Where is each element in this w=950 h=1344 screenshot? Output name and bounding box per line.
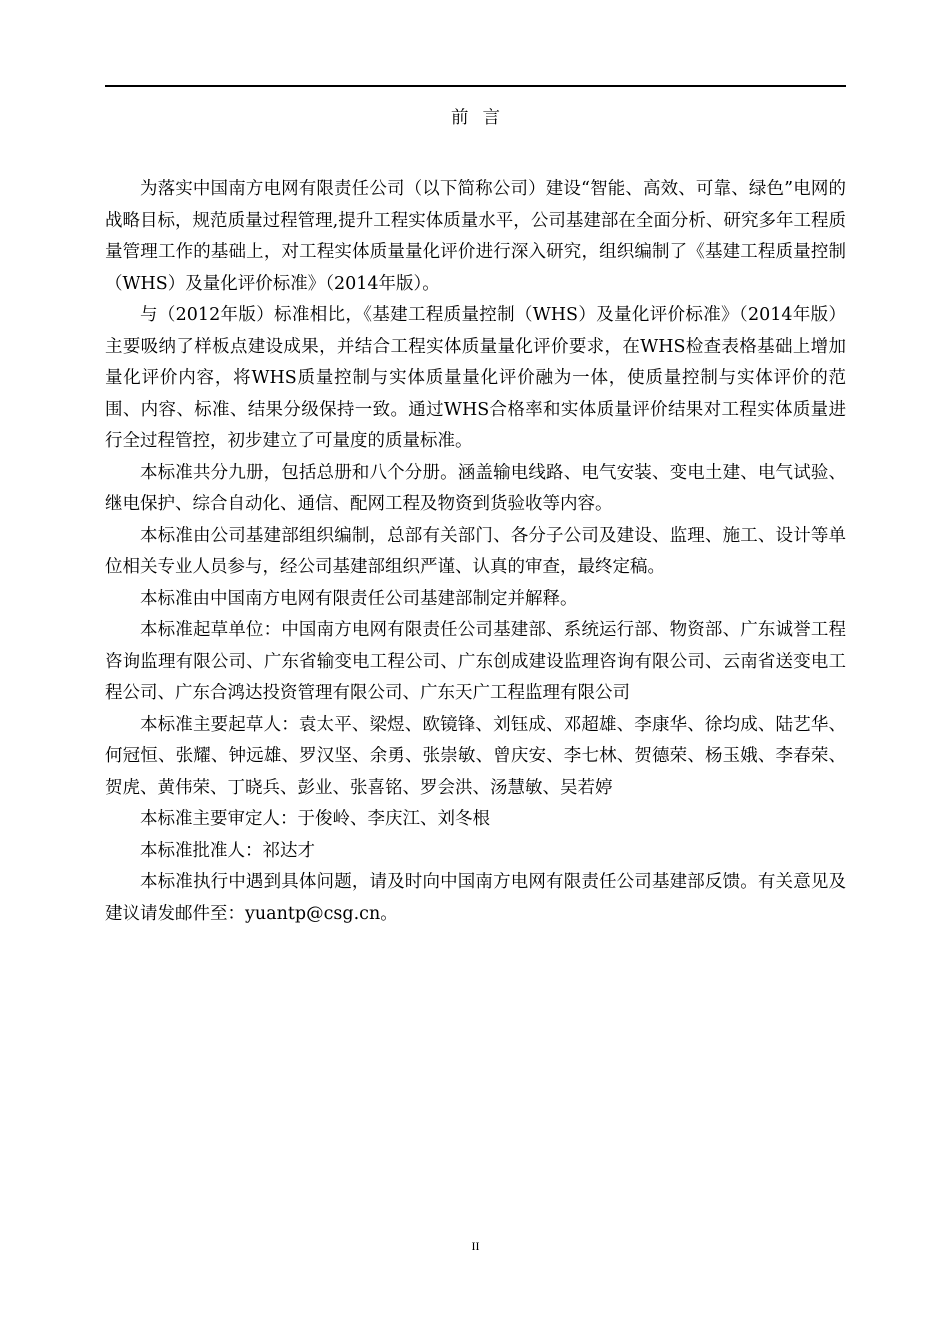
preface-body — [105, 174, 846, 930]
paragraph-compilation: 本标准由公司基建部组织编制，总部有关部门、各分子公司及建设、监理、施工、设计等单位相关专业人员参与，经公司基建部组织严谨、认真的审查，最终定稿。 — [105, 525, 846, 577]
paragraph-interpretation: 本标准由中国南方电网有限责任公司基建部制定并解释。 — [140, 588, 578, 609]
preface-heading: 前言 — [451, 108, 514, 128]
paragraph-drafting-units: 本标准起草单位：中国南方电网有限责任公司基建部、系统运行部、物资部、广东诚誉工程咨询监理有限公司、广东省输变电工程公司、广东创成建设监理咨询有限公司、云南省送变电工程公司、广东合鸿达投资管理有限公司、广东天广工程监理有限公司 — [105, 620, 846, 703]
paragraph-feedback: 本标准执行中遇到具体问题，请及时向中国南方电网有限责任公司基建部反馈。有关意见及建议请发邮件至：yuantp@csg.cn。 — [105, 872, 846, 924]
paragraph-reviewers: 本标准主要审定人：于俊岭、李庆江、刘冬根 — [140, 809, 490, 829]
paragraph-drafters: 本标准主要起草人：袁太平、梁煜、欧镜锋、刘钰成、邓超雄、李康华、徐均成、陆艺华、何冠恒、张耀、钟远雄、罗汉坚、余勇、张崇敏、曾庆安、李七林、贺德荣、杨玉娥、李春荣、贺虎、黄伟荣、丁晓兵、彭业、张喜铭、罗会洪、汤慧敏、吴若婷 — [105, 714, 846, 798]
paragraph-comparison: 与（2012年版）标准相比，《基建工程质量控制（WHS）及量化评价标准》（2014年版）主要吸纳了样板点建设成果，并结合工程实体质量量化评价要求，在WHS检查表格基础上增加量化评价内容，将WHS质量控制与实体质量量化评价融为一体，使质量控制与实体评价的范围、内容、标准、结果分级保持一致。通过WHS合格率和实体质量评价结果对工程实体质量进行全过程管控，初步建立了可量度的质量标准。 — [105, 305, 846, 451]
paragraph-purpose: 为落实中国南方电网有限责任公司（以下简称公司）建设“智能、高效、可靠、绿色”电网的战略目标，规范质量过程管理,提升工程实体质量水平，公司基建部在全面分析、研究多年工程质量管理工作的基础上，对工程实体质量量化评价进行深入研究，组织编制了《基建工程质量控制（WHS）及量化评价标准》（2014年版）。 — [105, 179, 846, 294]
paragraph-volumes: 本标准共分九册，包括总册和八个分册。涵盖输电线路、电气安装、变电土建、电气试验、继电保护、综合自动化、通信、配网工程及物资到货验收等内容。 — [105, 462, 846, 514]
header-rule — [105, 85, 846, 87]
paragraph-approver: 本标准批准人：祁达才 — [140, 840, 315, 861]
page-number: II — [471, 1239, 480, 1253]
